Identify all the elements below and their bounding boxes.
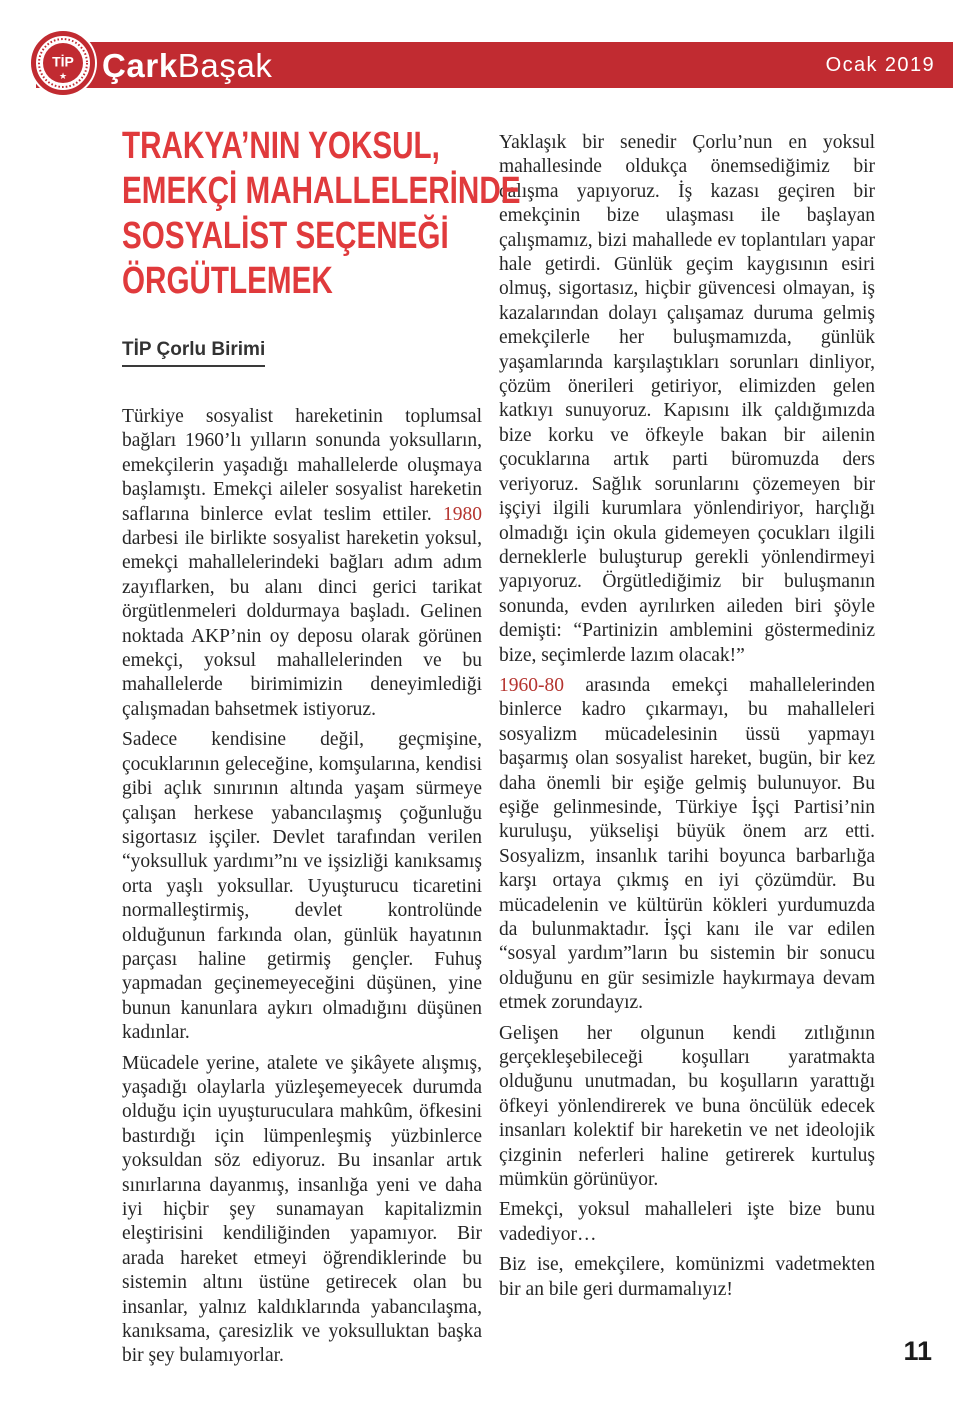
paragraph-text: Biz ise, emekçilere, komünizmi vadetmekten bir an bile geri durmamalıyız! <box>499 1254 875 1300</box>
paragraph-text: Mücadele yerine, atalete ve şikâyete alışmış, yaşadığı olaylarla yüzleşemeyecek durumda olduğu için uyuşturuculara mahkûm, öfkesini bastırdığı için lümpenleşmiş yüzbinlerce yoksuldan söz ediyoruz. Bu insanlar artık sınırlarına dayanmış, insanlığa yeni ve daha iyi hiçbir şey sunamayan kapitalizmin eleştirisini kendiliğinden yapamıyor. Bir arada hareket etmeyi öğrendiklerinde bu sistemin altını üstüne getirecek olan bu insanlar, yalnız kaldıklarında yabancılaşma, kanıksama, çaresizlik ve yoksulluktan başka bir şey bulamıyorlar. <box>122 1052 482 1367</box>
article-paragraph <box>122 728 482 1045</box>
article-paragraph <box>499 674 875 1016</box>
paragraph-text: arasında emekçi mahallelerinden binlerce kadro çıkarmayı, bu mahalleleri sosyalizm mücadelesinin üssü yapmayı başarmış olan sosyalist hareket, bugün, bir kez daha önemli bir eşiğe gelmiş bulunuyor. Bu eşiğe gelinmesinde, Türkiye İşçi Partisi’nin kuruluşu, yükselişi büyük önem arz etti. Sosyalizm, insanlık tarihi boyunca barbarlığa karşı ortaya çıkmış en iyi çözümdür. Bu mücadelenin ve kültürün kökleri yurdumuzda da bulunmaktadır. İşçi kanı ile var edilen “sosyal yardım”ların bu sistemin bir sonucu olduğunu en gür sesimizle haykırmaya devam etmek zorundayız. <box>499 674 875 1014</box>
masthead-title <box>102 42 273 88</box>
paragraph-text: Gelişen her olgunun kendi zıtlığının gerçekleşebileceği koşulları yaratmakta olduğunu unutmadan, bu koşulların yarattığı öfkeyi yönlendirerek ve buna öncülük edecek insanları kolektif bir hareketin ve net ideolojik çizginin neferleri haline getirerek kurtuluş mümkün görünüyor. <box>499 1022 875 1191</box>
paragraph-text: Emekçi, yoksul mahalleleri işte bize bunu vadediyor… <box>499 1199 875 1245</box>
logo-star-icon: ★ <box>58 71 68 81</box>
page-number: 11 <box>903 1336 932 1366</box>
article-title-line: ÖRGÜTLEMEK <box>122 260 333 302</box>
article-paragraph <box>499 1022 875 1193</box>
left-column-paragraphs <box>122 405 482 1369</box>
article-paragraph <box>499 1253 875 1302</box>
tip-emblem-icon <box>28 28 98 98</box>
right-column <box>499 124 875 1375</box>
paragraph-text: Türkiye sosyalist hareketinin toplumsal bağları 1960’lı yılların sonunda yoksulların, emekçilerin yaşadığı mahallelerde oluşmaya başlamıştı. Emekçi aileler sosyalist hareketin saflarına binlerce evlat teslim ettiler. <box>122 406 482 525</box>
left-column <box>122 124 521 1375</box>
party-emblem-icon <box>28 28 98 98</box>
paragraph-text: Sadece kendisine değil, geçmişine, çocuklarının geleceğine, komşularına, kendisi gibi açlık sınırının altında yaşam sürmeye çalışan herkese yabancılaşmış çoğunluğu sigortasız işçiler. Devlet tarafından verilen “yoksulluk yardımı”nı ve işsizliği kanıksamış orta yaşlı yoksullar. Uyuşturucu ticaretini normalleştirmiş, devlet kontrolünde olduğunun farkında olan, günlük hayatının parçası haline getirmiş gençler. Fuhuş yapmadan geçinemeyeceğini düşünen, yine bunun kanunlara aykırı olmadığını düşünen kadınlar. <box>122 729 482 1044</box>
article-title-line: EMEKÇİ MAHALLELERİNDE <box>122 170 521 212</box>
paragraph-text: darbesi ile birlikte sosyalist hareketin yoksul, emekçi mahallelerindeki bağları adım adım zayıflarken, bu alanı dinci gerici tarikat örgütlenmeleri doldurmaya başladı. Gelinen noktada AKP’nin oy deposu olarak görünen emekçi, yoksul mahallelerinden ve bu mahallelerde birimimizin deneyimlediği çalışmadan bahsetmek istiyoruz. <box>122 528 482 720</box>
issue-date: Ocak 2019 <box>825 53 935 76</box>
article-title-line: TRAKYA’NIN YOKSUL, <box>122 125 440 167</box>
accent-year-text: 1960-80 <box>499 674 564 696</box>
article-paragraph <box>122 405 482 722</box>
accent-year-text: 1980 <box>443 503 482 525</box>
article-title <box>122 124 521 304</box>
article-title-line: SOSYALİST SEÇENEĞİ <box>122 215 449 257</box>
article-paragraph <box>499 131 875 668</box>
article-paragraph <box>122 1052 482 1369</box>
article-paragraph <box>499 1198 875 1247</box>
article-content <box>122 124 875 1375</box>
right-column-paragraphs <box>499 131 875 1302</box>
paragraph-text: Yaklaşık bir senedir Çorlu’nun en yoksul mahallesinde oldukça önemsediğimiz bir çalışma yapıyoruz. İş kazası geçiren bir emekçinin bize ulaşması ile başlayan çalışmamız, bizi mahallede ev toplantıları yapar hale getirdi. Günlük geçim kaygısının esiri olmuş, sigortasız, hiçbir güvencesi olmayan, iş kazalarından dolayı çalışamaz duruma gelmiş emekçilerle her buluşmamızda, günlük yaşamlarında karşılaştıkları sorunları dinliyor, çözüm önerileri getiriyor, elimizden gelen katkıyı sunuyoruz. Kapısını ilk çaldığımızda bize korku ve öfkeyle bakan bir ailenin çocuklarına artık parti büromuzda ders veriyoruz. Sağlık sorunlarını çözemeyen bir işçiyi ilgili kurumlara yönlendiriyor, harçlığı olmadığı için okula gidemeyen çocukları ilgili derneklerle buluşturup gerekli yönlendirmeyi yapıyoruz. Örgütlediğimiz bir buluşmanın sonunda, evden ayrılırken aileden biri şöyle demişti: “Partinizin amblemini göstermediniz bize, seçimlerde lazım olacak!” <box>499 132 875 666</box>
article-byline: TİP Çorlu Birimi <box>122 339 265 367</box>
masthead-bold-part: Çark <box>102 46 178 84</box>
logo-monogram: TİP <box>52 53 74 70</box>
masthead-light-part: Başak <box>177 46 273 84</box>
